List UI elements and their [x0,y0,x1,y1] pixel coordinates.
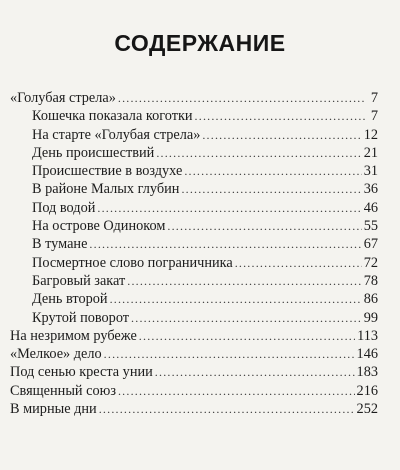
toc-entry-page-number: 7 [370,108,378,125]
dot-leader [167,217,361,235]
toc-entry-page-number: 99 [363,309,378,326]
toc-entry-page-number: 55 [363,218,378,235]
page-title: СОДЕРЖАНИЕ [114,30,286,56]
toc-entry-title: Крутой поворот [32,309,130,326]
toc-entry [10,254,378,272]
toc-entry-title: В районе Малых глубин [32,181,180,198]
toc-entry-page-number: 252 [356,401,378,418]
toc-entry-title: День происшествий [32,144,155,161]
toc-entry [10,126,378,144]
dot-leader [184,162,361,180]
toc-entry-page-number: 46 [363,199,378,216]
toc-entry-page-number: 86 [363,291,378,308]
dot-leader [181,180,361,198]
dot-leader [139,327,355,345]
toc-entry [10,382,378,400]
toc-entry [10,144,378,162]
dot-leader [195,107,366,125]
toc-entry-title: На старте «Голубая стрела» [32,126,201,143]
toc-entry-title: На незримом рубеже [10,327,137,344]
toc-entry-page-number: 78 [363,272,378,289]
toc-entry-page-number: 183 [356,364,378,381]
toc-entry [10,107,378,125]
toc-entry-page-number: 67 [363,236,378,253]
toc-entry [10,180,378,198]
toc-entry-title: Под водой [32,199,96,216]
dot-leader [155,363,355,381]
toc-entry-title: Происшествие в воздухе [32,163,183,180]
toc-entry [10,217,378,235]
toc-entry-page-number: 31 [363,163,378,180]
dot-leader [118,89,366,107]
toc-entry [10,400,378,418]
toc-entry-page-number: 113 [357,327,378,344]
toc-entry-title: Под сенью креста унии [10,364,153,381]
toc-entry-title: «Мелкое» дело [10,346,102,363]
toc-entry [10,327,378,345]
toc-entry-page-number: 12 [363,126,378,143]
dot-leader [118,382,355,400]
dot-leader [104,345,355,363]
toc-entry-title: Священный союз [10,382,116,399]
toc-entry [10,290,378,308]
table-of-contents [10,89,378,418]
dot-leader [131,309,362,327]
dot-leader [127,272,361,290]
dot-leader [89,235,361,253]
toc-entry-title: Посмертное слово пограничника [32,254,233,271]
toc-entry-page-number: 7 [370,90,378,106]
toc-entry [10,345,378,363]
toc-entry [10,89,378,107]
toc-entry [10,309,378,327]
toc-entry [10,235,378,253]
toc-entry-title: Кошечка показала коготки [32,108,193,125]
toc-entry [10,363,378,381]
dot-leader [97,199,361,217]
dot-leader [235,254,362,272]
dot-leader [202,126,361,144]
dot-leader [99,400,355,418]
toc-entry-title: В тумане [32,236,88,253]
dot-leader [156,144,361,162]
toc-entry-title: «Голубая стрела» [10,90,116,106]
toc-entry-title: На острове Одиноком [32,218,166,235]
toc-entry-title: Багровый закат [32,272,126,289]
toc-entry-page-number: 36 [363,181,378,198]
dot-leader [110,290,362,308]
toc-entry [10,162,378,180]
toc-entry-page-number: 146 [356,346,378,363]
toc-entry-title: В мирные дни [10,401,97,418]
toc-entry-page-number: 216 [356,382,378,399]
toc-entry [10,272,378,290]
toc-entry-title: День второй [32,291,108,308]
toc-entry [10,199,378,217]
toc-entry-page-number: 72 [363,254,378,271]
toc-entry-page-number: 21 [363,144,378,161]
